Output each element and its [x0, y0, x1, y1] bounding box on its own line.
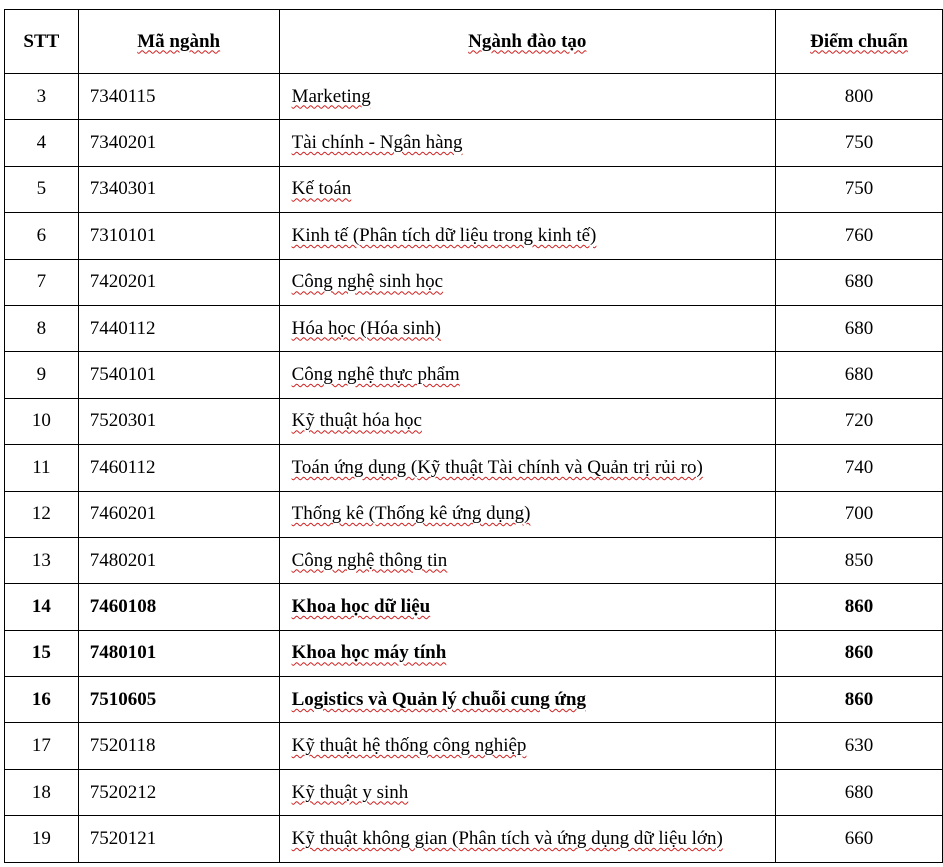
cell-name-text: Kỹ thuật hóa học	[291, 410, 422, 432]
table-row	[5, 352, 943, 398]
cell-score: 760	[775, 213, 942, 259]
cell-code: 7460201	[78, 491, 279, 537]
cell-name	[279, 769, 775, 815]
cell-name-text: Kỹ thuật không gian (Phân tích và ứng dụng dữ liệu lớn)	[291, 827, 723, 849]
cell-name	[279, 305, 775, 351]
cell-name-text: Marketing	[291, 85, 371, 107]
table-row	[5, 305, 943, 351]
cell-score: 680	[775, 769, 942, 815]
table-row	[5, 537, 943, 583]
cell-name-text: Kỹ thuật y sinh	[291, 781, 409, 803]
cell-name	[279, 677, 775, 723]
cell-name	[279, 120, 775, 166]
table-row	[5, 213, 943, 259]
cell-name-text: Toán ứng dụng (Kỹ thuật Tài chính và Quản trị rủi ro)	[291, 456, 703, 478]
table-row	[5, 677, 943, 723]
cell-stt: 3	[5, 74, 79, 120]
cell-stt: 13	[5, 537, 79, 583]
cell-name-text: Tài chính - Ngân hàng	[291, 132, 463, 154]
cell-code: 7510605	[78, 677, 279, 723]
header-row	[5, 10, 943, 74]
cell-score: 860	[775, 630, 942, 676]
cell-stt: 9	[5, 352, 79, 398]
cell-code: 7340115	[78, 74, 279, 120]
cell-score: 750	[775, 166, 942, 212]
cell-name	[279, 445, 775, 491]
cell-name	[279, 398, 775, 444]
cell-code: 7340201	[78, 120, 279, 166]
cell-name-text: Công nghệ thực phẩm	[291, 364, 460, 386]
cell-name-text: Hóa học (Hóa sinh)	[291, 317, 441, 339]
header-name	[279, 10, 775, 74]
cell-stt: 10	[5, 398, 79, 444]
cell-code: 7540101	[78, 352, 279, 398]
cell-score: 750	[775, 120, 942, 166]
table-row	[5, 630, 943, 676]
cell-name-text: Công nghệ sinh học	[291, 271, 444, 293]
cell-name	[279, 584, 775, 630]
cell-stt: 5	[5, 166, 79, 212]
table-row	[5, 491, 943, 537]
cell-name-text: Khoa học máy tính	[291, 642, 447, 664]
cell-stt: 7	[5, 259, 79, 305]
cell-code: 7480101	[78, 630, 279, 676]
cell-score: 860	[775, 677, 942, 723]
table-row	[5, 166, 943, 212]
cell-stt: 6	[5, 213, 79, 259]
cell-score: 680	[775, 305, 942, 351]
cell-code: 7340301	[78, 166, 279, 212]
cell-name-text: Kế toán	[291, 178, 352, 200]
cell-stt: 12	[5, 491, 79, 537]
cell-code: 7520212	[78, 769, 279, 815]
cell-name	[279, 213, 775, 259]
cell-code: 7460112	[78, 445, 279, 491]
cell-stt: 14	[5, 584, 79, 630]
table-row	[5, 816, 943, 862]
table-row	[5, 723, 943, 769]
cell-stt: 8	[5, 305, 79, 351]
cell-score: 740	[775, 445, 942, 491]
cell-name-text: Công nghệ thông tin	[291, 549, 448, 571]
cell-score: 700	[775, 491, 942, 537]
cell-name-text: Khoa học dữ liệu	[291, 595, 431, 617]
cell-name	[279, 166, 775, 212]
cell-name-text: Kỹ thuật hệ thống công nghiệp	[291, 735, 527, 757]
table-row	[5, 398, 943, 444]
header-score-text: Điểm chuẩn	[810, 30, 908, 52]
admission-score-table	[4, 9, 943, 863]
header-code-text: Mã ngành	[137, 30, 221, 52]
header-name-text: Ngành đào tạo	[468, 30, 587, 52]
cell-name	[279, 723, 775, 769]
table-row	[5, 445, 943, 491]
table-row	[5, 74, 943, 120]
cell-name	[279, 259, 775, 305]
cell-code: 7310101	[78, 213, 279, 259]
cell-code: 7520121	[78, 816, 279, 862]
cell-code: 7520301	[78, 398, 279, 444]
table-row	[5, 259, 943, 305]
header-stt: STT	[5, 10, 79, 74]
cell-code: 7480201	[78, 537, 279, 583]
table-row	[5, 769, 943, 815]
cell-name	[279, 816, 775, 862]
table-row	[5, 120, 943, 166]
cell-stt: 15	[5, 630, 79, 676]
cell-code: 7460108	[78, 584, 279, 630]
table-row	[5, 584, 943, 630]
cell-score: 680	[775, 352, 942, 398]
cell-name-text: Logistics và Quản lý chuỗi cung ứng	[291, 688, 586, 710]
cell-code: 7420201	[78, 259, 279, 305]
header-code	[78, 10, 279, 74]
cell-score: 850	[775, 537, 942, 583]
cell-stt: 18	[5, 769, 79, 815]
cell-code: 7520118	[78, 723, 279, 769]
cell-code: 7440112	[78, 305, 279, 351]
cell-stt: 11	[5, 445, 79, 491]
cell-name	[279, 491, 775, 537]
cell-name-text: Kinh tế (Phân tích dữ liệu trong kinh tế)	[291, 224, 597, 246]
cell-score: 720	[775, 398, 942, 444]
cell-score: 660	[775, 816, 942, 862]
table-body	[5, 74, 943, 863]
cell-name	[279, 74, 775, 120]
cell-stt: 17	[5, 723, 79, 769]
cell-name	[279, 352, 775, 398]
header-score	[775, 10, 942, 74]
cell-stt: 19	[5, 816, 79, 862]
cell-stt: 16	[5, 677, 79, 723]
cell-name	[279, 630, 775, 676]
cell-stt: 4	[5, 120, 79, 166]
cell-name	[279, 537, 775, 583]
cell-score: 630	[775, 723, 942, 769]
cell-score: 800	[775, 74, 942, 120]
cell-score: 680	[775, 259, 942, 305]
cell-score: 860	[775, 584, 942, 630]
cell-name-text: Thống kê (Thống kê ứng dụng)	[291, 503, 531, 525]
